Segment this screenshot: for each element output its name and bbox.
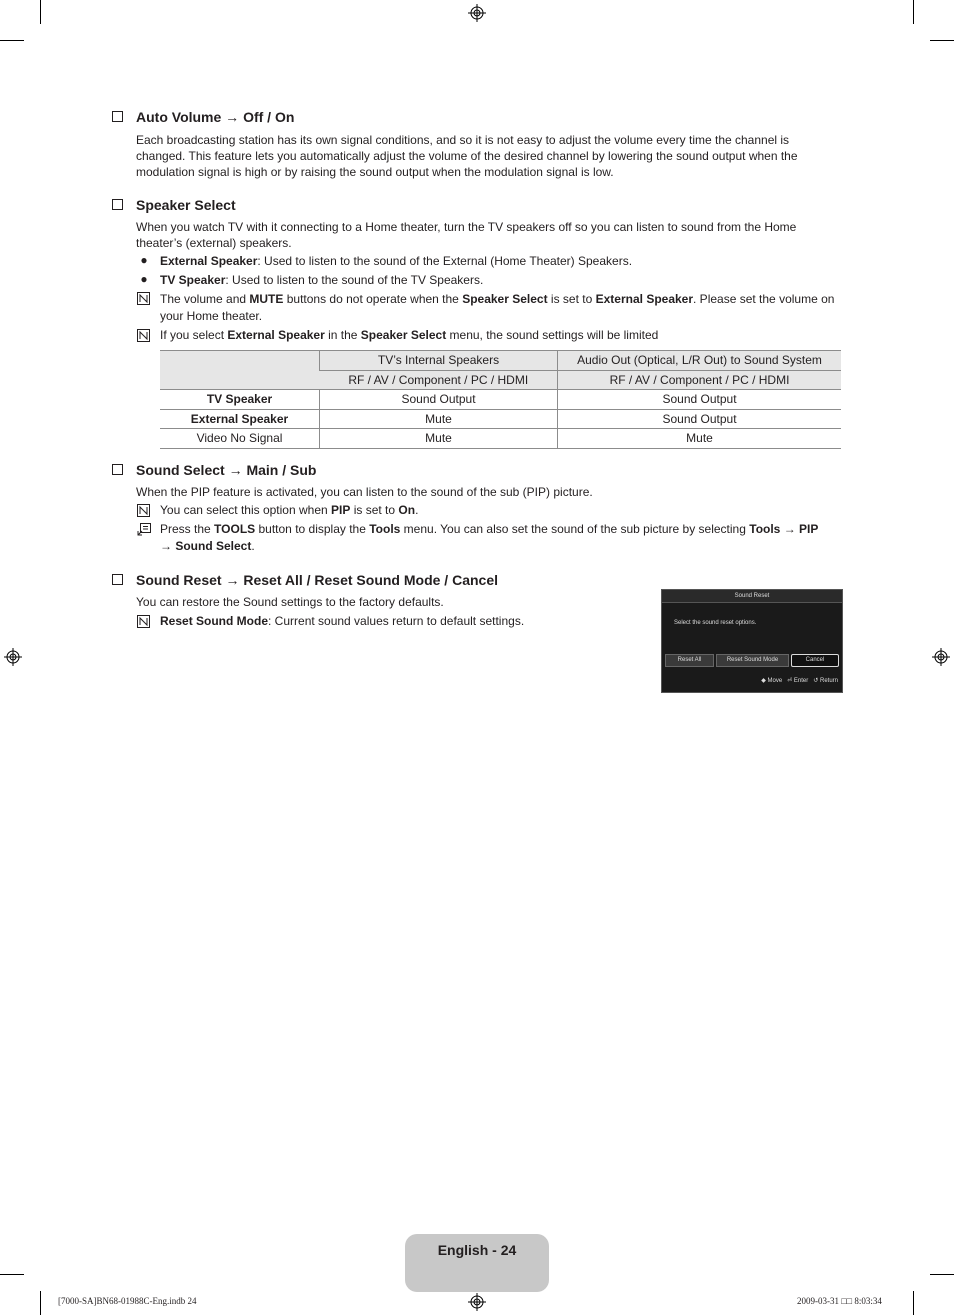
section-heading-speaker-select bbox=[112, 197, 236, 213]
table-header-cell: Audio Out (Optical, L/R Out) to Sound System bbox=[558, 351, 842, 371]
note-text: is set to bbox=[350, 503, 399, 517]
osd-reset-sound-mode-button[interactable]: Reset Sound Mode bbox=[716, 654, 789, 667]
osd-cancel-button[interactable]: Cancel bbox=[791, 654, 839, 667]
note-pip-on bbox=[160, 502, 840, 519]
bullet-item-tv-speaker bbox=[160, 272, 840, 289]
note-text: You can select this option when bbox=[160, 503, 332, 517]
note-text: . Please set the volume on your Home theater. bbox=[160, 292, 835, 323]
osd-title: Sound Reset bbox=[662, 590, 842, 603]
page-number: English - 24 bbox=[437, 1242, 517, 1258]
note-bold: On bbox=[398, 503, 416, 517]
note-bold: → Sound Select bbox=[160, 539, 252, 553]
paragraph-sound-reset: You can restore the Sound settings to the factory defaults. bbox=[136, 595, 444, 609]
paragraph-speaker-select: When you watch TV with it connecting to a Home theater, turn the TV speakers off so you can listen to sound from the Home theater’s (external) speakers. bbox=[136, 220, 797, 250]
table-row bbox=[160, 390, 841, 410]
note-text: is set to bbox=[547, 292, 596, 306]
table-header-cell: RF / AV / Component / PC / HDMI bbox=[558, 370, 842, 390]
bullet-text: : Used to listen to the sound of the External (Home Theater) Speakers. bbox=[257, 254, 633, 268]
table-row-label: TV Speaker bbox=[160, 390, 320, 410]
bullet-icon: ● bbox=[140, 272, 148, 286]
note-bold: PIP bbox=[331, 503, 351, 517]
heading-text: Sound Select → Main / Sub bbox=[136, 462, 317, 478]
checkbox-bullet-icon bbox=[112, 574, 123, 585]
enter-icon: ⏎ bbox=[787, 678, 793, 684]
note-text: in the bbox=[324, 328, 361, 342]
note-text: button to display the bbox=[255, 522, 370, 536]
note-text: : Current sound values return to default settings. bbox=[268, 614, 525, 628]
paragraph-sound-select: When the PIP feature is activated, you can listen to the sound of the sub (PIP) picture. bbox=[136, 485, 593, 499]
table-corner-cell bbox=[160, 351, 320, 390]
note-bold: Tools → PIP bbox=[749, 522, 819, 536]
table-cell: Mute bbox=[320, 429, 558, 449]
table-cell: Sound Output bbox=[558, 390, 842, 410]
osd-help-move: Move bbox=[767, 678, 783, 684]
note-speaker-limited bbox=[160, 327, 840, 344]
tools-tip bbox=[160, 521, 840, 555]
crop-mark bbox=[40, 1291, 41, 1315]
crop-mark bbox=[913, 0, 914, 24]
note-bold: External Speaker bbox=[227, 328, 325, 342]
note-bold: Tools bbox=[369, 522, 401, 536]
checkbox-bullet-icon bbox=[112, 111, 123, 122]
tools-icon bbox=[137, 523, 151, 536]
note-text: If you select bbox=[160, 328, 228, 342]
table-row bbox=[160, 409, 841, 429]
move-arrows-icon: ◆ bbox=[761, 678, 766, 684]
crop-mark bbox=[0, 1274, 24, 1275]
registration-mark-icon bbox=[932, 648, 950, 666]
section-heading-auto-volume bbox=[112, 109, 294, 125]
bullet-icon: ● bbox=[140, 253, 148, 267]
table-cell: Mute bbox=[320, 409, 558, 429]
crop-mark bbox=[930, 1274, 954, 1275]
speaker-output-table bbox=[160, 350, 841, 449]
section-heading-sound-reset bbox=[112, 572, 498, 588]
table-row-label: Video No Signal bbox=[160, 429, 320, 449]
crop-mark bbox=[930, 40, 954, 41]
checkbox-bullet-icon bbox=[112, 464, 123, 475]
heading-text: Speaker Select bbox=[136, 197, 236, 213]
table-header-row bbox=[160, 351, 841, 371]
note-bold: TOOLS bbox=[214, 522, 256, 536]
registration-mark-icon bbox=[4, 648, 22, 666]
crop-mark bbox=[40, 0, 41, 24]
sound-reset-osd bbox=[661, 589, 843, 693]
table-header-cell: TV’s Internal Speakers bbox=[320, 351, 558, 371]
note-bold: Speaker Select bbox=[360, 328, 447, 342]
section-heading-sound-select bbox=[112, 462, 316, 478]
bullet-term: TV Speaker bbox=[160, 273, 226, 287]
note-icon bbox=[137, 615, 150, 628]
note-bold: MUTE bbox=[249, 292, 284, 306]
osd-help-bar bbox=[761, 677, 838, 684]
osd-help-enter: Enter bbox=[793, 678, 809, 684]
crop-mark bbox=[0, 40, 24, 41]
note-bold: Speaker Select bbox=[462, 292, 548, 306]
note-icon bbox=[137, 504, 150, 517]
note-icon bbox=[137, 292, 150, 305]
note-bold: External Speaker bbox=[595, 292, 694, 306]
registration-mark-icon bbox=[468, 1293, 486, 1311]
note-icon bbox=[137, 329, 150, 342]
osd-help-return: Return bbox=[819, 678, 838, 684]
note-text: . bbox=[251, 539, 255, 553]
note-text: The volume and bbox=[160, 292, 250, 306]
note-text: buttons do not operate when the bbox=[283, 292, 463, 306]
note-bold: Reset Sound Mode bbox=[160, 614, 269, 628]
note-reset-sound-mode bbox=[160, 613, 640, 630]
table-row-label: External Speaker bbox=[160, 409, 320, 429]
table-cell: Mute bbox=[558, 429, 842, 449]
note-text: Press the bbox=[160, 522, 215, 536]
note-text: menu. You can also set the sound of the sub picture by selecting bbox=[400, 522, 750, 536]
heading-text: Auto Volume → Off / On bbox=[136, 109, 295, 125]
osd-message: Select the sound reset options. bbox=[674, 620, 757, 626]
note-text: menu, the sound settings will be limited bbox=[446, 328, 659, 342]
return-icon: ↺ bbox=[813, 678, 819, 684]
date-slug: 2009-03-31 □□ 8:03:34 bbox=[797, 1296, 882, 1306]
table-header-cell: RF / AV / Component / PC / HDMI bbox=[320, 370, 558, 390]
file-slug: [7000-SA]BN68-01988C-Eng.indb 24 bbox=[58, 1296, 197, 1306]
heading-text: Sound Reset → Reset All / Reset Sound Mode / Cancel bbox=[136, 572, 498, 588]
table-cell: Sound Output bbox=[320, 390, 558, 410]
note-speaker-mute bbox=[160, 291, 840, 325]
registration-mark-icon bbox=[468, 4, 486, 22]
crop-mark bbox=[913, 1291, 914, 1315]
checkbox-bullet-icon bbox=[112, 199, 123, 210]
bullet-term: External Speaker bbox=[160, 254, 258, 268]
bullet-item-external-speaker bbox=[160, 253, 840, 270]
note-text: . bbox=[415, 503, 419, 517]
table-row bbox=[160, 429, 841, 449]
paragraph-auto-volume: Each broadcasting station has its own signal conditions, and so it is not easy to adjust the volume every time the channel is changed. This feature lets you automatically adjust the volume of the desired channel by lowering the sound output when the modulation signal is high or by raising the sound output when the modulation signal is low. bbox=[136, 133, 798, 179]
bullet-text: : Used to listen to the sound of the TV Speakers. bbox=[225, 273, 484, 287]
osd-reset-all-button[interactable]: Reset All bbox=[665, 654, 714, 667]
table-cell: Sound Output bbox=[558, 409, 842, 429]
